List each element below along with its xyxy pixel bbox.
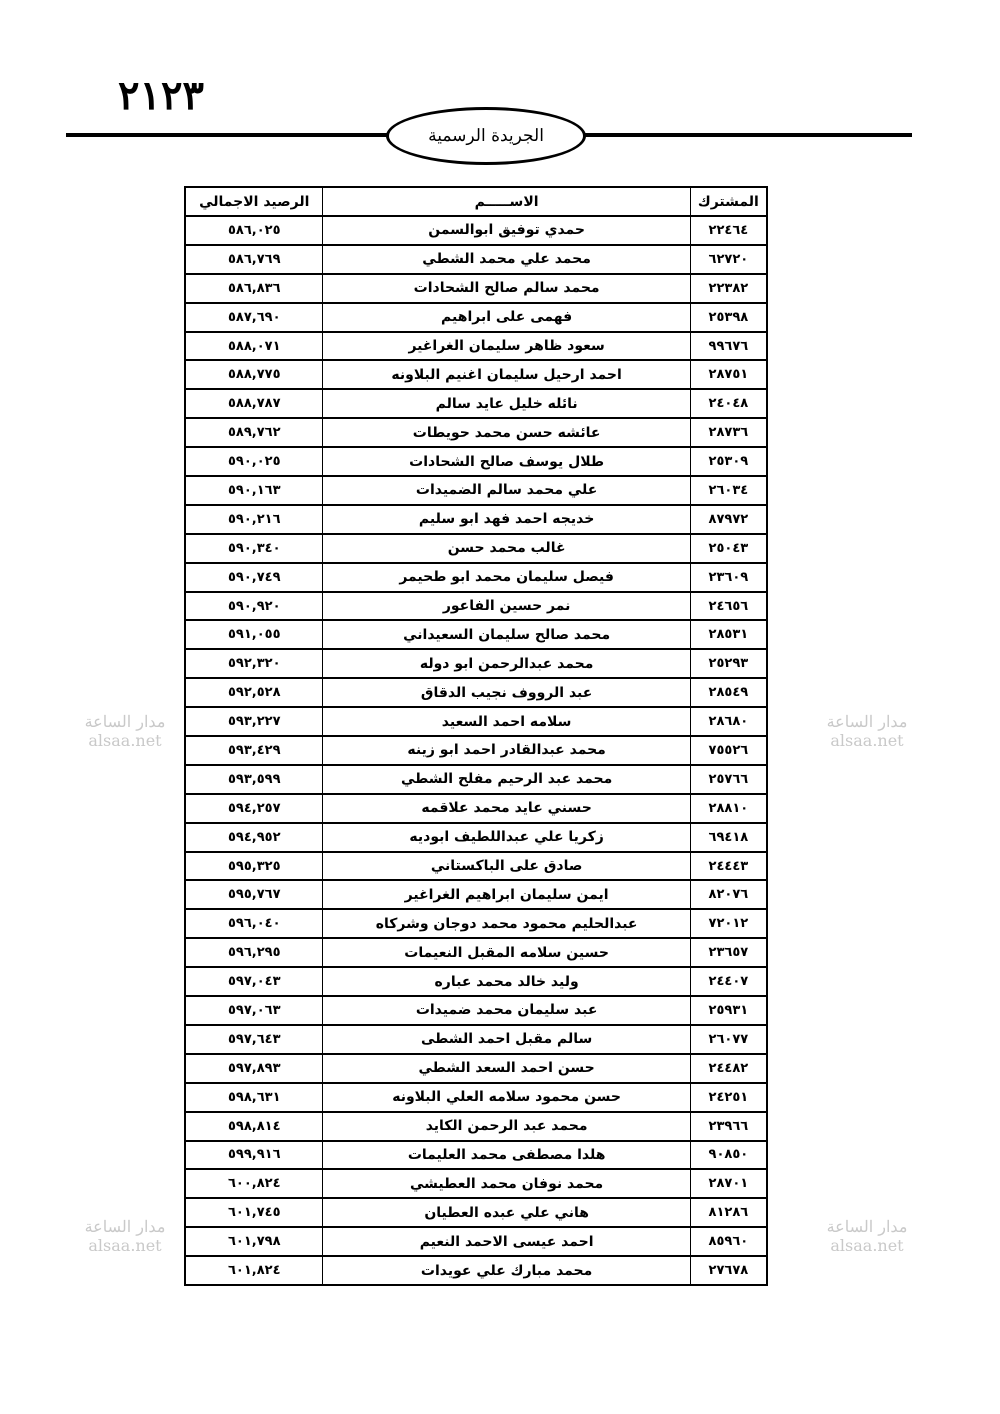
table-row bbox=[186, 1055, 766, 1084]
subscriber-name-cell: زكريا علي عبداللطيف ابوديه bbox=[322, 824, 689, 853]
subscriber-id-cell: ٧٥٥٢٦ bbox=[690, 737, 766, 766]
table-row bbox=[186, 968, 766, 997]
table-row bbox=[186, 275, 766, 304]
subscriber-id-cell: ٦٢٧٢٠ bbox=[690, 246, 766, 275]
table-row bbox=[186, 333, 766, 362]
balance-cell: ٥٨٦,٠٢٥ bbox=[186, 217, 322, 246]
table-row bbox=[186, 304, 766, 333]
subscriber-name-cell: محمد علي محمد الشطي bbox=[322, 246, 689, 275]
table-row bbox=[186, 997, 766, 1026]
subscriber-name-cell: نمر حسين الفاعور bbox=[322, 593, 689, 622]
subscriber-id-cell: ٨٥٩٦٠ bbox=[690, 1228, 766, 1257]
subscriber-id-cell: ٢٢٤٦٤ bbox=[690, 217, 766, 246]
watermark-site-name: مدار الساعة bbox=[826, 1217, 908, 1236]
column-header-balance: الرصيد الاجمالي bbox=[186, 188, 322, 217]
balance-cell: ٥٩٥,٧٦٧ bbox=[186, 881, 322, 910]
table-row bbox=[186, 390, 766, 419]
subscriber-id-cell: ٢٨٥٣١ bbox=[690, 621, 766, 650]
table-row bbox=[186, 766, 766, 795]
watermark-site-name: مدار الساعة bbox=[84, 712, 166, 731]
subscriber-id-cell: ٢٥٩٣١ bbox=[690, 997, 766, 1026]
subscriber-name-cell: محمد نوفان محمد العطيشي bbox=[322, 1170, 689, 1199]
watermark-right-upper bbox=[812, 712, 922, 750]
gazette-title: الجريدة الرسمية bbox=[428, 126, 544, 146]
subscriber-id-cell: ٨٢٠٧٦ bbox=[690, 881, 766, 910]
subscriber-id-cell: ٢٦٠٧٧ bbox=[690, 1026, 766, 1055]
subscriber-name-cell: هاني علي عبده العطيان bbox=[322, 1199, 689, 1228]
balance-cell: ٥٩٠,٢١٦ bbox=[186, 506, 322, 535]
subscribers-table bbox=[184, 186, 768, 1286]
subscriber-id-cell: ٢٨٨١٠ bbox=[690, 795, 766, 824]
balance-cell: ٥٨٨,٧٧٥ bbox=[186, 361, 322, 390]
balance-cell: ٥٨٨,٧٨٧ bbox=[186, 390, 322, 419]
watermark-domain: alsaa.net bbox=[830, 731, 904, 750]
subscriber-name-cell: نائله خليل عايد سالم bbox=[322, 390, 689, 419]
subscriber-name-cell: عبد سليمان محمد ضميدات bbox=[322, 997, 689, 1026]
table-row bbox=[186, 593, 766, 622]
balance-cell: ٥٩٠,١٦٣ bbox=[186, 477, 322, 506]
balance-cell: ٥٩٠,٣٤٠ bbox=[186, 535, 322, 564]
subscriber-id-cell: ٢٨٧٠١ bbox=[690, 1170, 766, 1199]
table-row bbox=[186, 910, 766, 939]
balance-cell: ٥٩٢,٣٢٠ bbox=[186, 650, 322, 679]
subscriber-id-cell: ٩٩٦٧٦ bbox=[690, 333, 766, 362]
table-row bbox=[186, 448, 766, 477]
subscriber-id-cell: ٢٤٤٨٢ bbox=[690, 1055, 766, 1084]
subscriber-id-cell: ٢٨٧٥١ bbox=[690, 361, 766, 390]
balance-cell: ٥٨٨,٠٧١ bbox=[186, 333, 322, 362]
table-row bbox=[186, 419, 766, 448]
balance-cell: ٥٨٦,٧٦٩ bbox=[186, 246, 322, 275]
subscriber-id-cell: ٢٥٢٩٣ bbox=[690, 650, 766, 679]
subscriber-name-cell: حسن محمود سلامه العلي البلاونه bbox=[322, 1084, 689, 1113]
watermark-domain: alsaa.net bbox=[88, 1236, 162, 1255]
watermark-site-name: مدار الساعة bbox=[826, 712, 908, 731]
subscriber-id-cell: ٢٣٩٦٦ bbox=[690, 1113, 766, 1142]
table-row bbox=[186, 621, 766, 650]
table-row bbox=[186, 217, 766, 246]
table-row bbox=[186, 1142, 766, 1171]
subscriber-name-cell: ايمن سليمان ابراهيم الغراغير bbox=[322, 881, 689, 910]
subscriber-id-cell: ٨٧٩٧٢ bbox=[690, 506, 766, 535]
balance-cell: ٥٩٤,٩٥٢ bbox=[186, 824, 322, 853]
subscriber-id-cell: ٢٨٥٤٩ bbox=[690, 679, 766, 708]
table-header-row bbox=[186, 188, 766, 217]
subscriber-id-cell: ٢٣٦٠٩ bbox=[690, 564, 766, 593]
subscriber-id-cell: ٢٥٣٠٩ bbox=[690, 448, 766, 477]
balance-cell: ٥٩٧,٦٤٣ bbox=[186, 1026, 322, 1055]
table-row bbox=[186, 361, 766, 390]
balance-cell: ٥٩٧,٠٦٣ bbox=[186, 997, 322, 1026]
subscriber-id-cell: ٨١٢٨٦ bbox=[690, 1199, 766, 1228]
subscriber-name-cell: محمد عبدالرحمن ابو دوله bbox=[322, 650, 689, 679]
balance-cell: ٦٠١,٨٢٤ bbox=[227, 1263, 281, 1278]
table-row bbox=[186, 795, 766, 824]
table-row bbox=[186, 506, 766, 535]
subscriber-name-cell: وليد خالد محمد عباره bbox=[322, 968, 689, 997]
subscriber-id-cell: ٦٩٤١٨ bbox=[690, 824, 766, 853]
balance-cell: ٥٩٨,٨١٤ bbox=[186, 1113, 322, 1142]
subscriber-name-cell: حمدي توفيق ابوالسمن bbox=[322, 217, 689, 246]
table-row bbox=[186, 246, 766, 275]
subscriber-id-cell: ٢٤٤٠٧ bbox=[690, 968, 766, 997]
subscriber-name-cell: محمد عبد الرحيم مفلح الشطي bbox=[322, 766, 689, 795]
subscriber-name-cell: حسن احمد السعد الشطي bbox=[322, 1055, 689, 1084]
table-row bbox=[186, 853, 766, 882]
balance-cell: ٥٩٢,٥٢٨ bbox=[186, 679, 322, 708]
subscriber-id-cell: ٢٥٣٩٨ bbox=[690, 304, 766, 333]
watermark-site-name: مدار الساعة bbox=[84, 1217, 166, 1236]
balance-cell: ٥٩٩,٩١٦ bbox=[186, 1142, 322, 1171]
subscriber-name-cell: فيصل سليمان محمد ابو طحيمر bbox=[322, 564, 689, 593]
subscriber-name-cell: علي محمد سالم الضميدات bbox=[322, 477, 689, 506]
subscriber-id-cell: ٢٣٦٥٧ bbox=[690, 939, 766, 968]
subscriber-name-cell: فهمى على ابراهيم bbox=[322, 304, 689, 333]
watermark-left-upper bbox=[70, 712, 180, 750]
subscriber-id-cell: ٢٤٦٥٦ bbox=[690, 593, 766, 622]
table-row bbox=[186, 477, 766, 506]
subscriber-id-cell: ٢٧٦٧٨ bbox=[690, 1257, 766, 1284]
balance-cell: ٥٩٠,٩٢٠ bbox=[186, 593, 322, 622]
column-header-name: الاســـــم bbox=[322, 188, 689, 217]
balance-cell: ٥٩٧,٠٤٣ bbox=[186, 968, 322, 997]
table-row bbox=[186, 1170, 766, 1199]
table-row bbox=[186, 650, 766, 679]
table-row bbox=[186, 1199, 766, 1228]
table-row bbox=[186, 564, 766, 593]
subscribers-table-container bbox=[184, 186, 768, 1286]
subscriber-name-cell: هلدا مصطفى محمد العليمات bbox=[322, 1142, 689, 1171]
balance-cell: ٥٩٠,٠٢٥ bbox=[186, 448, 322, 477]
table-row bbox=[186, 1257, 766, 1284]
balance-cell: ٥٩٧,٨٩٣ bbox=[186, 1055, 322, 1084]
subscriber-name-cell: محمد عبد الرحمن الكايد bbox=[322, 1113, 689, 1142]
subscriber-id-cell: ٢٥٧٦٦ bbox=[690, 766, 766, 795]
subscriber-id-cell: ٢٦٠٣٤ bbox=[690, 477, 766, 506]
subscriber-name-cell: غالب محمد حسن bbox=[322, 535, 689, 564]
subscriber-id-cell: ٧٢٠١٢ bbox=[690, 910, 766, 939]
balance-cell: ٥٩٦,٢٩٥ bbox=[186, 939, 322, 968]
balance-cell: ٦٠١,٧٤٥ bbox=[186, 1199, 322, 1228]
balance-cell: ٥٩٤,٢٥٧ bbox=[186, 795, 322, 824]
subscriber-id-cell: ٢٨٧٣٦ bbox=[690, 419, 766, 448]
subscriber-id-cell: ٩٠٨٥٠ bbox=[690, 1142, 766, 1171]
table-row bbox=[186, 535, 766, 564]
balance-cell: ٥٩٦,٠٤٠ bbox=[186, 910, 322, 939]
subscriber-name-cell: خديجه احمد فهد ابو سليم bbox=[322, 506, 689, 535]
subscriber-name-cell: محمد عبدالقادر احمد ابو زينه bbox=[322, 737, 689, 766]
balance-cell: ٥٩١,٠٥٥ bbox=[186, 621, 322, 650]
table-row bbox=[186, 1228, 766, 1257]
subscriber-name-cell: حسني عايد محمد علاقمه bbox=[322, 795, 689, 824]
table-row bbox=[186, 679, 766, 708]
table-row bbox=[186, 1084, 766, 1113]
subscriber-name-cell: سعود ظاهر سليمان الغراغير bbox=[322, 333, 689, 362]
watermark-domain: alsaa.net bbox=[88, 731, 162, 750]
subscriber-id-cell: ٢٥٠٤٣ bbox=[690, 535, 766, 564]
gazette-title-badge bbox=[386, 107, 586, 165]
balance-cell: ٥٩٣,٥٩٩ bbox=[186, 766, 322, 795]
watermark-left-lower bbox=[70, 1217, 180, 1255]
balance-cell: ٥٨٧,٦٩٠ bbox=[186, 304, 322, 333]
balance-cell: ٦٠٠,٨٢٤ bbox=[186, 1170, 322, 1199]
table-body bbox=[186, 217, 766, 1284]
subscriber-name-cell: صادق على الباكستاني bbox=[322, 853, 689, 882]
subscriber-name-cell: محمد سالم صالح الشحادات bbox=[322, 275, 689, 304]
subscriber-name-cell: سلامه احمد السعيد bbox=[322, 708, 689, 737]
subscriber-name-cell: عائشه حسن محمد حويطات bbox=[322, 419, 689, 448]
balance-cell: ٥٩٠,٧٤٩ bbox=[186, 564, 322, 593]
subscriber-name-cell: عبدالحليم محمود محمد دوجان وشركاه bbox=[322, 910, 689, 939]
table-row bbox=[186, 1026, 766, 1055]
subscriber-name-cell: طلال يوسف صالح الشحادات bbox=[322, 448, 689, 477]
balance-cell: ٥٩٣,٤٢٩ bbox=[186, 737, 322, 766]
balance-cell: ٦٠١,٧٩٨ bbox=[186, 1228, 322, 1257]
watermark-domain: alsaa.net bbox=[830, 1236, 904, 1255]
balance-cell: ٥٩٥,٣٢٥ bbox=[186, 853, 322, 882]
subscriber-name-cell: محمد صالح سليمان السعيداني bbox=[322, 621, 689, 650]
subscriber-name-cell: حسين سلامه المقبل النعيمات bbox=[322, 939, 689, 968]
balance-cell: ٥٨٩,٧٦٢ bbox=[186, 419, 322, 448]
table-row bbox=[186, 708, 766, 737]
column-header-subscriber: المشترك bbox=[690, 188, 766, 217]
subscriber-name-cell: احمد عيسى الاحمد النعيم bbox=[322, 1228, 689, 1257]
balance-cell: ٥٩٣,٢٢٧ bbox=[186, 708, 322, 737]
table-row bbox=[186, 881, 766, 910]
subscriber-id-cell: ٢٢٣٨٢ bbox=[690, 275, 766, 304]
page-number: ٢١٢٣ bbox=[118, 72, 204, 119]
balance-cell: ٥٨٦,٨٣٦ bbox=[186, 275, 322, 304]
table-row bbox=[186, 1113, 766, 1142]
balance-cell: ٥٩٨,٦٣١ bbox=[186, 1084, 322, 1113]
subscriber-id-cell: ٢٤٢٥١ bbox=[690, 1084, 766, 1113]
subscriber-name-cell: عبد الرووف نجيب الدقاق bbox=[322, 679, 689, 708]
subscriber-id-cell: ٢٨٦٨٠ bbox=[690, 708, 766, 737]
subscriber-name-cell: محمد مبارك علي عويدات bbox=[322, 1257, 689, 1284]
table-row bbox=[186, 824, 766, 853]
subscriber-id-cell: ٢٤٠٤٨ bbox=[690, 390, 766, 419]
subscriber-name-cell: احمد ارحيل سليمان اغنيم البلاونه bbox=[322, 361, 689, 390]
table-row bbox=[186, 737, 766, 766]
watermark-right-lower bbox=[812, 1217, 922, 1255]
subscriber-name-cell: سالم مقبل احمد الشطى bbox=[322, 1026, 689, 1055]
table-row bbox=[186, 939, 766, 968]
subscriber-id-cell: ٢٤٤٤٣ bbox=[690, 853, 766, 882]
